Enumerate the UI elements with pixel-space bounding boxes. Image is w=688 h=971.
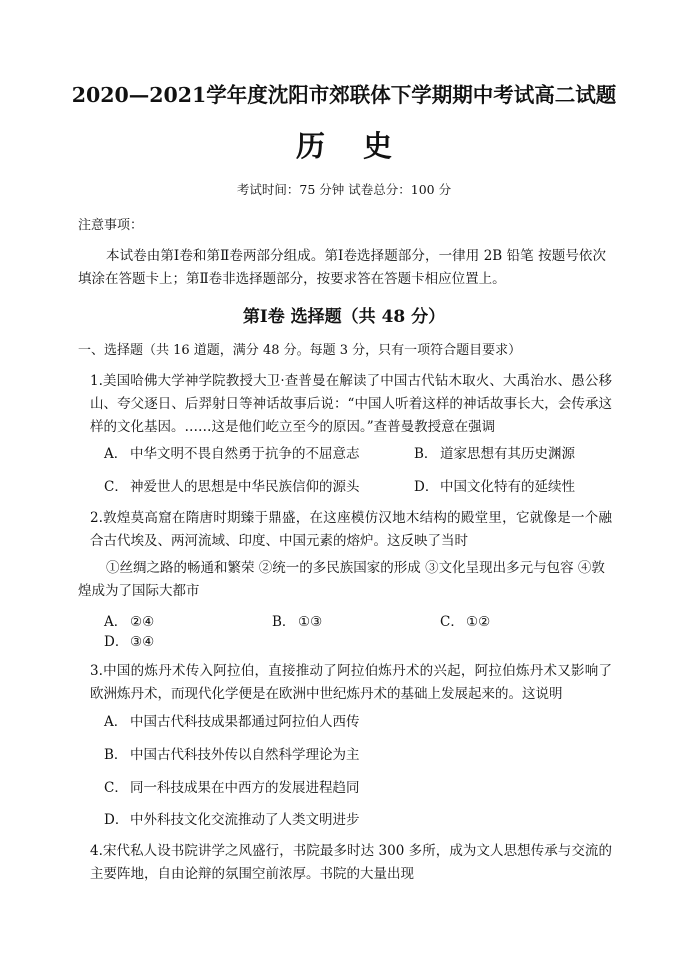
question-text: 中国的炼丹术传入阿拉伯，直接推动了阿拉伯炼丹术的兴起，阿拉伯炼丹术又影响了欧洲炼丹术，而现代化学便是在欧洲中世纪炼丹术的基础上发展起来的。这说明 bbox=[90, 663, 612, 702]
option-letter: A． bbox=[104, 714, 128, 730]
option-letter: D． bbox=[104, 634, 129, 650]
question-number: 2. bbox=[90, 510, 103, 526]
option-text: 同一科技成果在中西方的发展进程趋同 bbox=[130, 780, 360, 796]
option-text: ②④ bbox=[130, 614, 155, 630]
exam-title: 2020—2021学年度沈阳市郊联体下学期期中考试高二试题 bbox=[71, 83, 617, 107]
q3-option-c[interactable] bbox=[104, 776, 360, 796]
q1-option-a[interactable] bbox=[104, 442, 360, 462]
option-text: 中华文明不畏自然勇于抗争的不屈意志 bbox=[130, 446, 360, 462]
q1-option-c[interactable] bbox=[104, 475, 360, 495]
option-letter: C． bbox=[104, 780, 128, 796]
question-number: 1. bbox=[90, 373, 103, 389]
question-4-stem bbox=[90, 840, 612, 886]
option-letter: A． bbox=[104, 446, 128, 462]
option-text: 神爱世人的思想是中华民族信仰的源头 bbox=[130, 479, 360, 495]
question-2-stem bbox=[90, 507, 612, 553]
q2-option-c[interactable] bbox=[440, 610, 490, 630]
q3-option-d[interactable] bbox=[104, 808, 360, 828]
part1-title: 第Ⅰ卷 选择题（共 48 分） bbox=[242, 307, 446, 327]
question-number: 4. bbox=[90, 843, 103, 859]
question-4 bbox=[90, 840, 612, 886]
q2-option-a[interactable] bbox=[104, 610, 154, 630]
notice-heading: 注意事项： bbox=[78, 218, 144, 233]
question-3 bbox=[90, 660, 612, 706]
option-text: ①③ bbox=[298, 614, 323, 630]
q1-option-d[interactable] bbox=[414, 475, 575, 495]
notice-body: 本试卷由第Ⅰ卷和第Ⅱ卷两部分组成。第Ⅰ卷选择题部分，一律用 2B 铅笔 按题号依次填涂在答题卡上；第Ⅱ卷非选择题部分，按要求答在答题卡相应位置上。 bbox=[78, 248, 606, 287]
option-letter: D． bbox=[414, 479, 439, 495]
question-text: 宋代私人设书院讲学之风盛行，书院最多时达 300 多所，成为文人思想传承与交流的主要阵地，自由论辩的氛围空前浓厚。书院的大量出现 bbox=[90, 843, 612, 882]
option-letter: B． bbox=[104, 747, 128, 763]
option-text: 中国古代科技成果都通过阿拉伯人西传 bbox=[130, 714, 360, 730]
option-text: 中国文化特有的延续性 bbox=[440, 479, 575, 495]
question-number: 3. bbox=[90, 663, 103, 679]
option-text: 道家思想有其历史渊源 bbox=[440, 446, 575, 462]
option-letter: B． bbox=[414, 446, 438, 462]
question-2 bbox=[90, 507, 612, 553]
option-letter: B． bbox=[272, 614, 296, 630]
subject-heading: 历史 bbox=[295, 129, 430, 163]
exam-info: 考试时间：75 分钟 试卷总分：100 分 bbox=[236, 182, 452, 197]
question-1 bbox=[90, 370, 612, 439]
option-text: 中国古代科技外传以自然科学理论为主 bbox=[130, 747, 360, 763]
q2-option-d[interactable] bbox=[104, 630, 154, 650]
q2-option-b[interactable] bbox=[272, 610, 322, 630]
option-letter: C． bbox=[104, 479, 128, 495]
option-letter: D． bbox=[104, 812, 129, 828]
q2-statements: ①丝绸之路的畅通和繁荣 ②统一的多民族国家的形成 ③文化呈现出多元与包容 ④敦煌成为了国际大都市 bbox=[78, 560, 605, 599]
option-letter: C． bbox=[440, 614, 464, 630]
part1-instructions: 一、选择题（共 16 道题，满分 48 分。每题 3 分，只有一项符合题目要求） bbox=[78, 343, 522, 358]
option-text: ①② bbox=[466, 614, 491, 630]
question-1-stem bbox=[90, 370, 612, 439]
q3-option-b[interactable] bbox=[104, 743, 360, 763]
q3-option-a[interactable] bbox=[104, 710, 360, 730]
question-text: 美国哈佛大学神学院教授大卫·查普曼在解读了中国古代钻木取火、大禹治水、愚公移山、夸父逐日、后羿射日等神话故事后说：“中国人听着这样的神话故事长大，会传承这样的文化基因。……这是他们屹立至今的原因。”查普曼教授意在强调 bbox=[90, 373, 612, 435]
q1-option-b[interactable] bbox=[414, 442, 575, 462]
question-text: 敦煌莫高窟在隋唐时期臻于鼎盛，在这座模仿汉地木结构的殿堂里，它就像是一个融合古代埃及、两河流域、印度、中国元素的熔炉。这反映了当时 bbox=[90, 510, 612, 549]
option-text: ③④ bbox=[130, 634, 155, 650]
option-letter: A． bbox=[104, 614, 128, 630]
option-text: 中外科技文化交流推动了人类文明进步 bbox=[130, 812, 360, 828]
question-3-stem bbox=[90, 660, 612, 706]
